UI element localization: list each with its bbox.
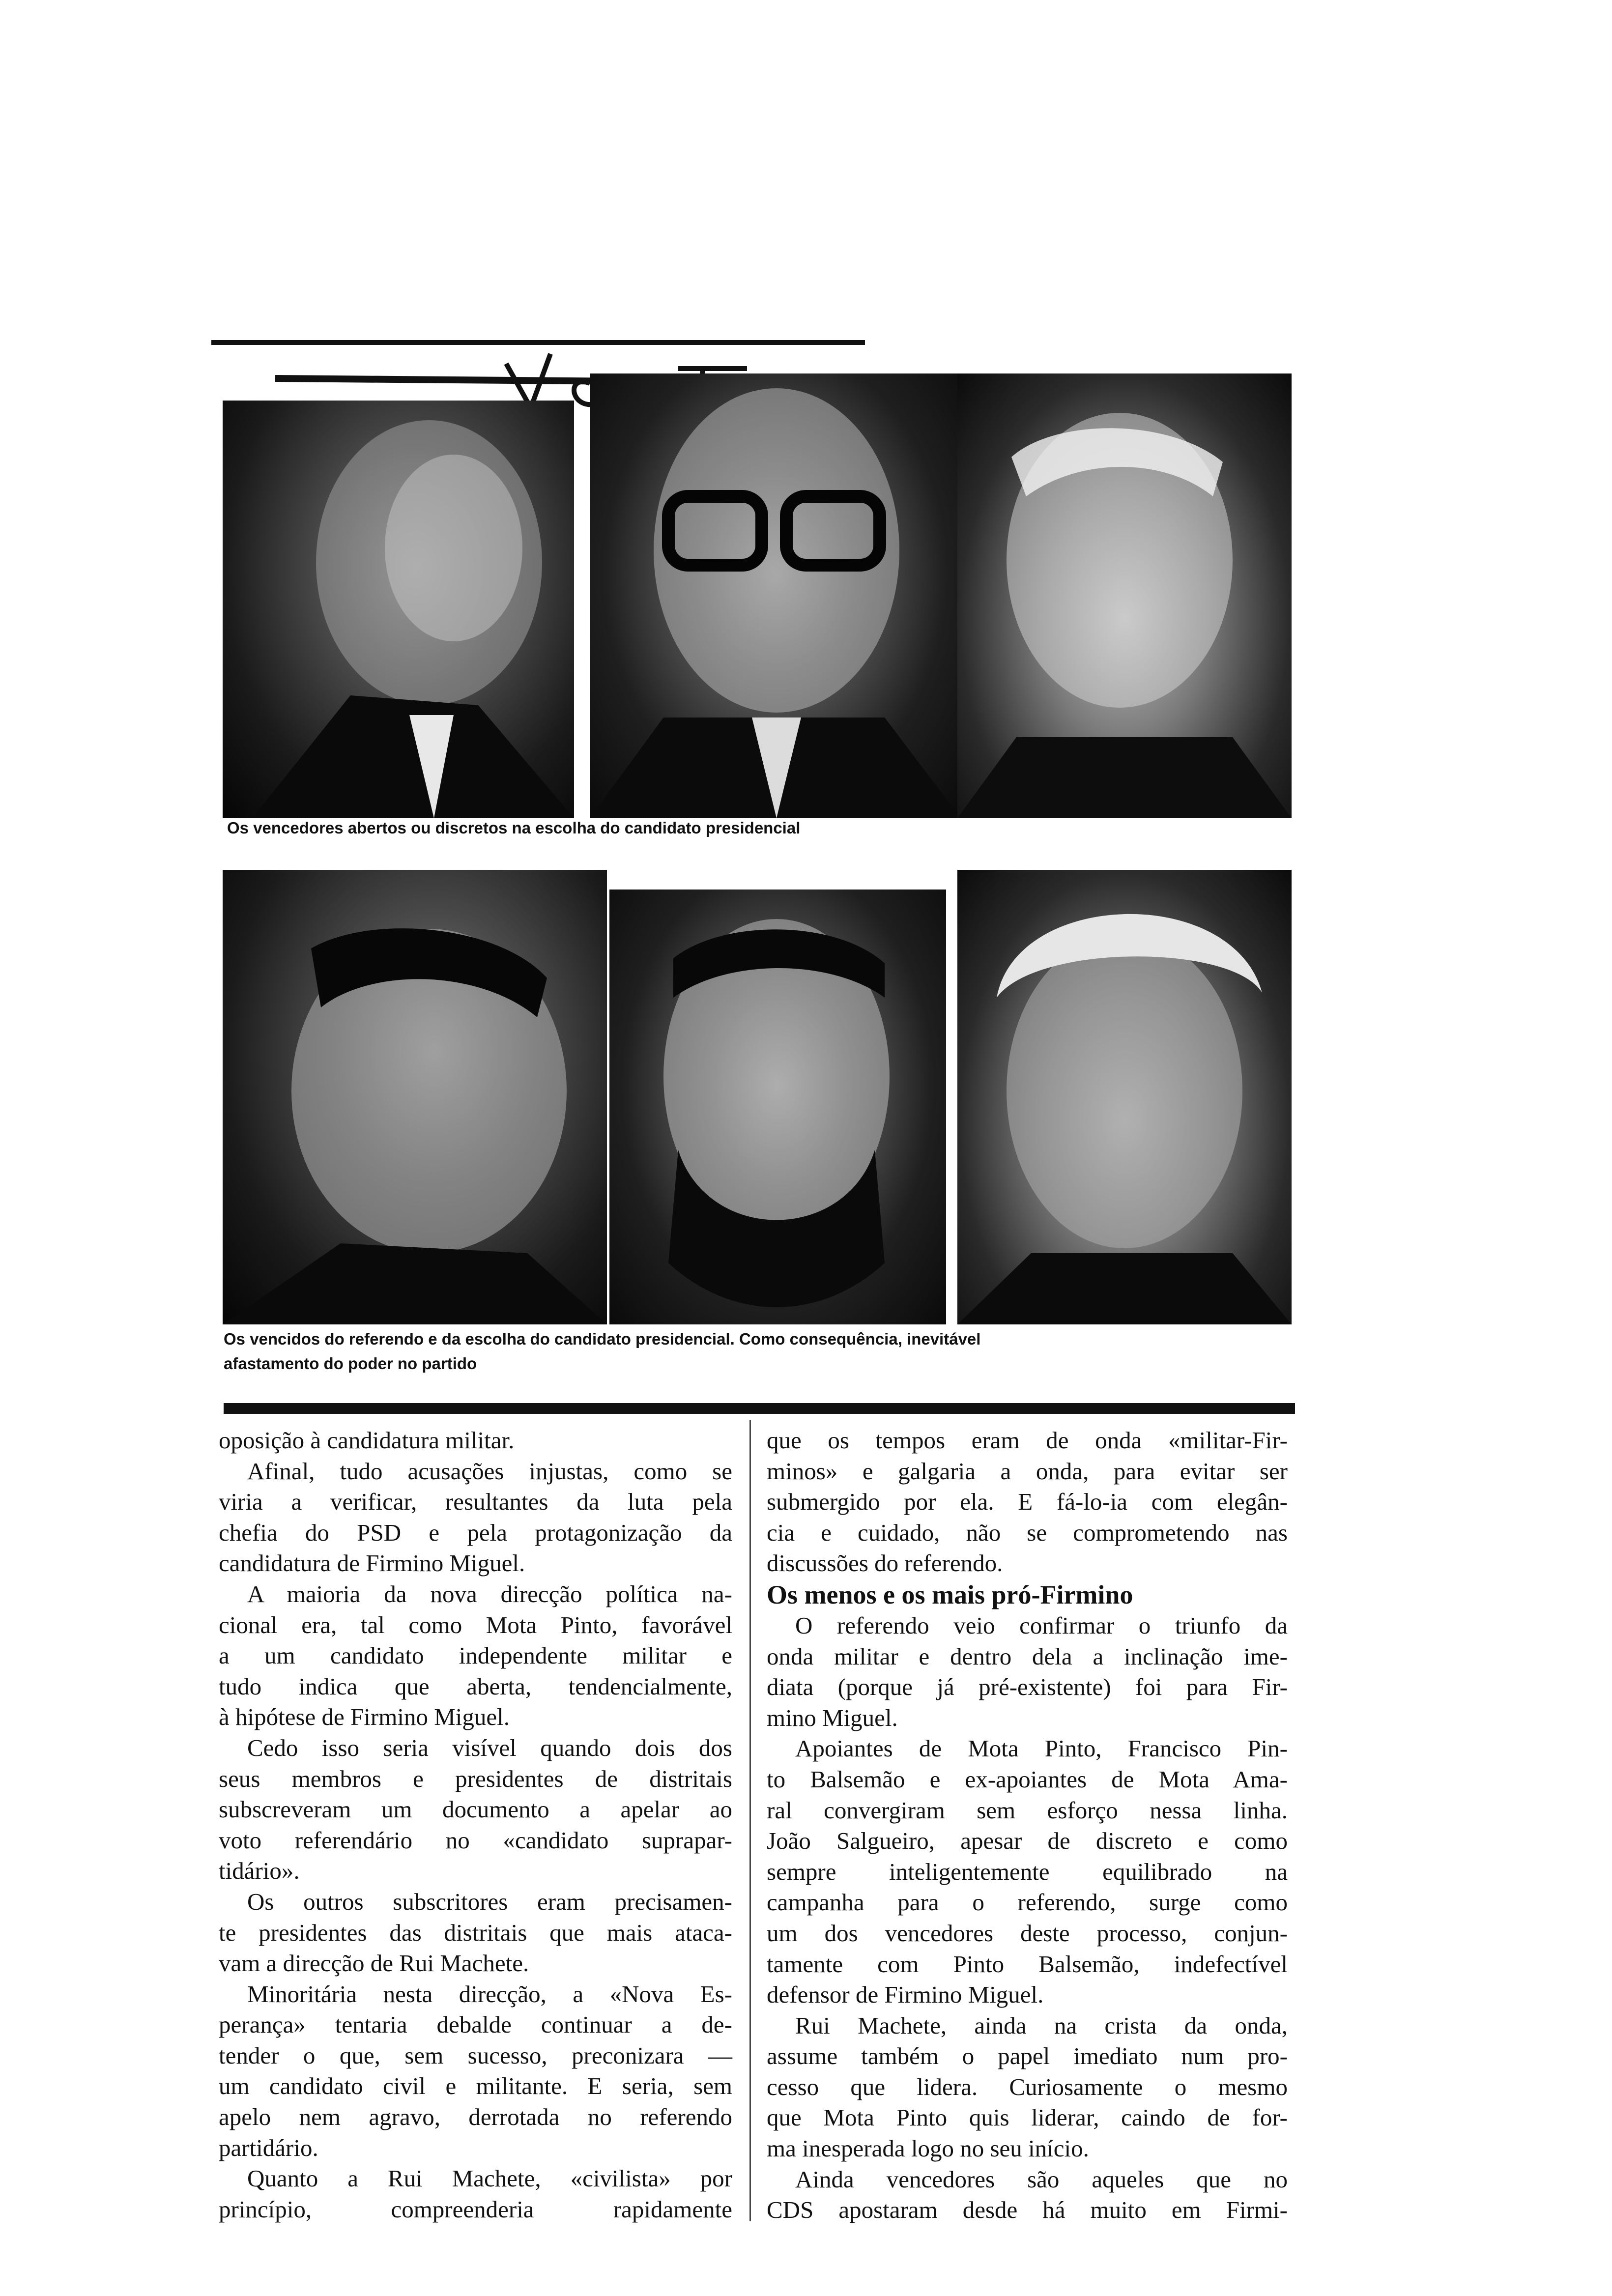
- left-line: princípio, compreenderia rapidamente: [219, 2195, 732, 2223]
- right-line: campanha para o referendo, surge como: [767, 1889, 1288, 1916]
- left-line: Os outros subscritores eram precisamen-: [247, 1888, 732, 1915]
- left-line: te presidentes das distritais que mais ataca-: [219, 1919, 732, 1946]
- left-line: Quanto a Rui Machete, «civilista» por: [247, 2165, 732, 2192]
- right-line: que Mota Pinto quis liderar, caindo de for-: [767, 2104, 1288, 2131]
- left-line: subscreveram um documento a apelar ao: [219, 1796, 732, 1823]
- left-line: à hipótese de Firmino Miguel.: [219, 1703, 510, 1731]
- top-rule: [211, 340, 865, 345]
- caption-bottom: [224, 1327, 1305, 1376]
- column-divider: [749, 1420, 751, 2221]
- left-line: perança» tentaria debalde continuar a de-: [219, 2011, 732, 2038]
- right-line: tamente com Pinto Balsemão, indefectível: [767, 1950, 1288, 1978]
- right-line: Apoiantes de Mota Pinto, Francisco Pin-: [795, 1735, 1288, 1762]
- right-line: diata (porque já pré-existente) foi para Fir-: [767, 1673, 1288, 1701]
- right-line: ral convergiram sem esforço nessa linha.: [767, 1796, 1288, 1824]
- left-line: Minoritária nesta direcção, a «Nova Es-: [247, 1980, 732, 2008]
- right-line: Rui Machete, ainda na crista da onda,: [795, 2011, 1288, 2039]
- photo-top-center: [590, 373, 961, 818]
- left-line: tudo indica que aberta, tendencialmente,: [219, 1672, 732, 1700]
- right-line: minos» e galgaria a onda, para evitar ser: [767, 1457, 1288, 1485]
- left-line: voto referendário no «candidato suprapar-: [219, 1826, 732, 1854]
- photo-bottom-left: [223, 870, 607, 1324]
- right-line: defensor de Firmino Miguel.: [767, 1981, 1044, 2009]
- right-line: João Salgueiro, apesar de discreto e como: [767, 1827, 1288, 1855]
- right-line: CDS apostaram desde há muito em Firmi-: [767, 2196, 1288, 2224]
- photo-top-left: [223, 401, 574, 818]
- caption-bottom-line1: Os vencidos do referendo e da escolha do candidato presidencial. Como consequência, inevitável: [224, 1330, 981, 1348]
- left-line: apelo nem agravo, derrotada no referendo: [219, 2103, 732, 2131]
- right-line: que os tempos eram de onda «militar-Fir-: [767, 1427, 1288, 1454]
- right-line: Ainda vencedores são aqueles que no: [795, 2165, 1288, 2193]
- photo-top-right: [957, 373, 1292, 818]
- right-line: mino Miguel.: [767, 1704, 898, 1731]
- left-column: [219, 1425, 732, 2225]
- subheading: Os menos e os mais pró-Firmino: [767, 1579, 1133, 1609]
- left-line: seus membros e presidentes de distritais: [219, 1765, 732, 1792]
- left-line: tidário».: [219, 1857, 300, 1885]
- right-line: um dos vencedores deste processo, conjun-: [767, 1919, 1288, 1947]
- right-line: submergido por ela. E fá-lo-ia com elegân-: [767, 1488, 1288, 1516]
- caption-bottom-line2: afastamento do poder no partido: [224, 1354, 477, 1373]
- right-line: to Balsemão e ex-apoiantes de Mota Ama-: [767, 1765, 1288, 1793]
- photo-bottom-center: [609, 890, 946, 1324]
- left-line: candidatura de Firmino Miguel.: [219, 1550, 525, 1577]
- right-line: sempre inteligentemente equilibrado na: [767, 1858, 1288, 1885]
- left-line: Afinal, tudo acusações injustas, como se: [247, 1457, 732, 1485]
- right-line: onda militar e dentro dela a inclinação ime-: [767, 1642, 1288, 1670]
- left-line: oposição à candidatura militar.: [219, 1427, 515, 1454]
- right-line: cesso que lidera. Curiosamente o mesmo: [767, 2073, 1288, 2100]
- left-line: partidário.: [219, 2134, 318, 2161]
- left-line: cional era, tal como Mota Pinto, favorável: [219, 1611, 732, 1638]
- right-line: assume também o papel imediato num pro-: [767, 2042, 1288, 2070]
- right-column: [767, 1425, 1288, 2226]
- separator-rule: [224, 1403, 1295, 1414]
- left-line: viria a verificar, resultantes da luta pela: [219, 1488, 732, 1516]
- right-line: cia e cuidado, não se comprometendo nas: [767, 1519, 1288, 1546]
- left-line: chefia do PSD e pela protagonização da: [219, 1519, 732, 1546]
- left-line: a um candidato independente militar e: [219, 1642, 732, 1669]
- left-line: um candidato civil e militante. E seria, sem: [219, 2072, 732, 2100]
- left-line: Cedo isso seria visível quando dois dos: [247, 1734, 732, 1761]
- photo-bottom-right: [957, 870, 1292, 1324]
- left-line: tender o que, sem sucesso, preconizara —: [219, 2041, 732, 2069]
- right-line: ma inesperada logo no seu início.: [767, 2135, 1089, 2162]
- left-line: vam a direcção de Rui Machete.: [219, 1950, 529, 1977]
- right-line: O referendo veio confirmar o triunfo da: [795, 1611, 1288, 1639]
- caption-top: Os vencedores abertos ou discretos na escolha do candidato presidencial: [227, 819, 801, 837]
- left-line: A maioria da nova direcção política na-: [247, 1580, 732, 1607]
- right-line: discussões do referendo.: [767, 1550, 1003, 1577]
